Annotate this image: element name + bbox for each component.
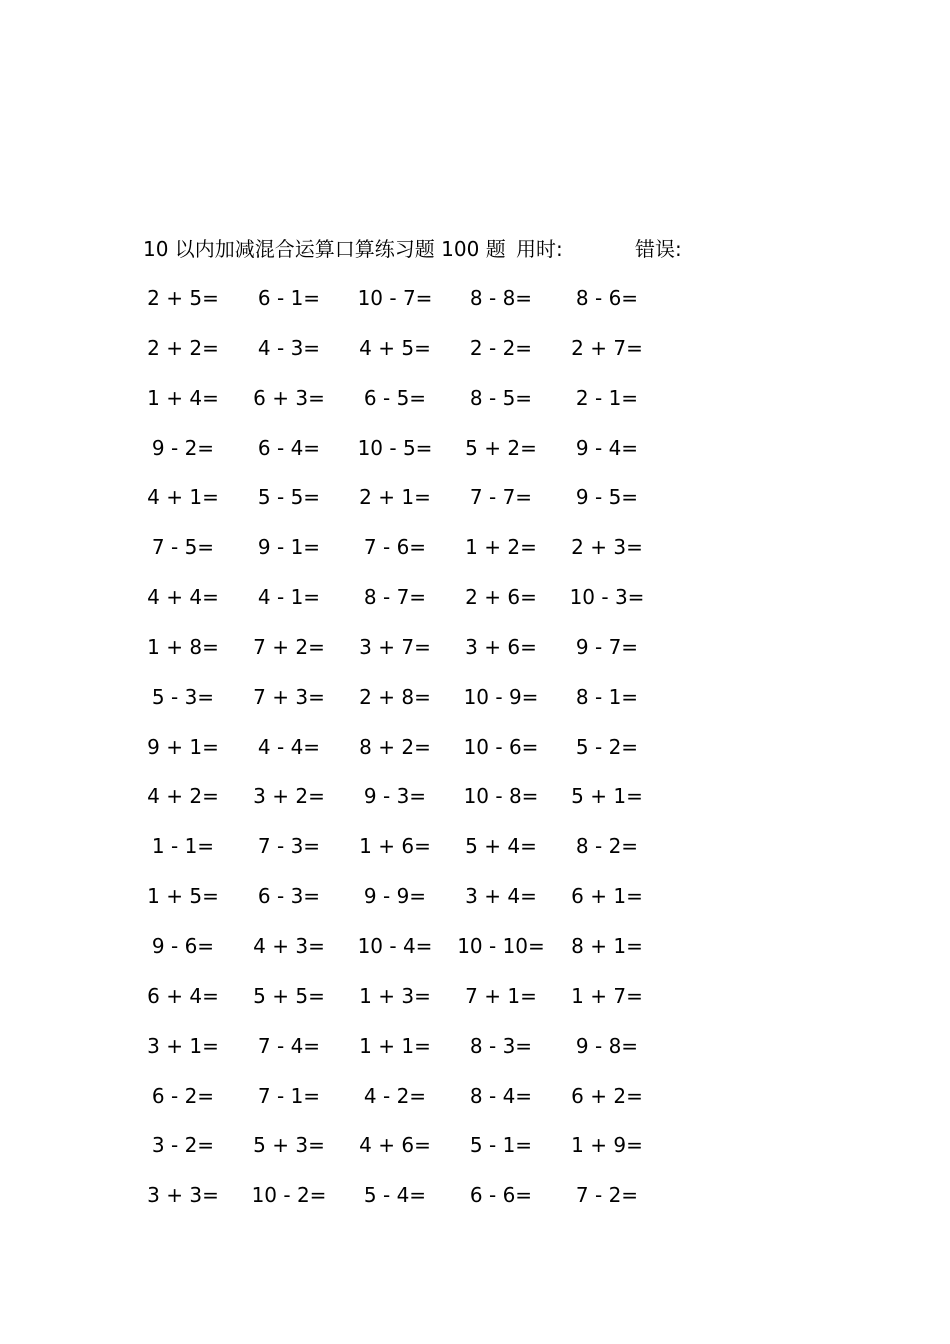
problem-item: 9 - 4= [575,435,639,460]
problem-item: 7 + 2= [253,634,325,659]
problem-item: 10 - 9= [463,684,539,709]
problem-row [0,1030,950,1080]
problem-item: 1 + 6= [359,834,431,859]
problem-item: 3 + 2= [253,784,325,809]
problem-item: 8 - 3= [469,1033,533,1058]
problem-item: 1 + 8= [147,634,219,659]
problem-row [0,581,950,631]
problem-item: 1 + 9= [571,1133,643,1158]
problem-item: 7 - 1= [257,1083,321,1108]
problem-item: 6 + 2= [571,1083,643,1108]
problem-item: 4 + 4= [147,585,219,610]
problem-item: 1 + 1= [359,1033,431,1058]
time-label: 用时: [516,237,563,261]
problem-item: 8 - 4= [469,1083,533,1108]
problem-item: 8 - 6= [575,286,639,310]
problem-item: 1 + 7= [571,983,643,1008]
problem-item: 8 + 1= [571,933,643,958]
problem-item: 4 + 1= [147,485,219,510]
problem-item: 9 - 8= [575,1033,639,1058]
problem-item: 4 - 2= [363,1083,427,1108]
problem-item: 8 + 2= [359,734,431,759]
problem-item: 1 + 5= [147,884,219,909]
problem-item: 3 + 6= [465,634,537,659]
problem-item: 1 - 1= [151,834,215,859]
problem-row [0,880,950,930]
problem-item: 9 - 7= [575,634,639,659]
problem-item: 2 + 3= [571,535,643,560]
problem-item: 2 - 1= [575,385,639,410]
problem-row [0,1179,950,1229]
problem-item: 3 - 2= [151,1133,215,1158]
problem-row [0,681,950,731]
problem-item: 6 + 4= [147,983,219,1008]
error-label: 错误: [635,237,682,261]
problem-item: 1 + 3= [359,983,431,1008]
worksheet-title: 10 以内加减混合运算口算练习题 100 题 [143,237,506,261]
problem-item: 7 - 4= [257,1033,321,1058]
problem-item: 2 + 2= [147,335,219,360]
problem-item: 9 - 2= [151,435,215,460]
problem-item: 3 + 1= [147,1033,219,1058]
problem-item: 5 + 5= [253,983,325,1008]
problem-item: 9 - 6= [151,933,215,958]
problem-item: 3 + 7= [359,634,431,659]
problem-item: 3 + 4= [465,884,537,909]
problem-item: 7 + 3= [253,684,325,709]
problem-item: 7 - 6= [363,535,427,560]
problem-item: 4 - 1= [257,585,321,610]
problem-row [0,282,950,332]
problem-item: 7 - 2= [575,1183,639,1208]
problem-item: 8 - 7= [363,585,427,610]
problem-item: 6 - 3= [257,884,321,909]
problem-item: 1 + 2= [465,535,537,560]
problem-item: 5 - 3= [151,684,215,709]
problem-row [0,481,950,531]
problem-item: 10 - 8= [463,784,539,809]
problem-item: 9 - 3= [363,784,427,809]
problem-item: 9 - 5= [575,485,639,510]
problem-item: 2 + 5= [147,286,219,310]
problem-item: 10 - 10= [457,933,545,958]
problem-row [0,980,950,1030]
problem-item: 4 - 3= [257,335,321,360]
worksheet-header [143,234,682,264]
problem-item: 2 + 1= [359,485,431,510]
problem-row [0,731,950,781]
problem-item: 8 - 1= [575,684,639,709]
problem-row [0,1080,950,1130]
problem-item: 5 + 2= [465,435,537,460]
problem-row [0,332,950,382]
problem-item: 6 - 4= [257,435,321,460]
problem-item: 9 - 1= [257,535,321,560]
problem-item: 8 - 8= [469,286,533,310]
problem-item: 2 + 8= [359,684,431,709]
problem-item: 6 + 3= [253,385,325,410]
problem-item: 10 - 6= [463,734,539,759]
problem-item: 4 - 4= [257,734,321,759]
problem-row [0,1129,950,1179]
problem-item: 9 - 9= [363,884,427,909]
problem-item: 10 - 3= [569,585,645,610]
problem-item: 8 - 5= [469,385,533,410]
problem-item: 5 - 1= [469,1133,533,1158]
problem-item: 8 - 2= [575,834,639,859]
problem-row [0,930,950,980]
problem-item: 10 - 5= [357,435,433,460]
problem-item: 3 + 3= [147,1183,219,1208]
problem-item: 7 - 3= [257,834,321,859]
problem-item: 6 - 6= [469,1183,533,1208]
problem-item: 1 + 4= [147,385,219,410]
problem-row [0,631,950,681]
problem-item: 6 - 1= [257,286,321,310]
problem-item: 6 + 1= [571,884,643,909]
problem-item: 7 + 1= [465,983,537,1008]
problem-item: 2 + 6= [465,585,537,610]
problem-item: 5 + 1= [571,784,643,809]
problem-item: 5 - 5= [257,485,321,510]
problem-item: 6 - 2= [151,1083,215,1108]
problem-row [0,382,950,432]
problem-item: 7 - 7= [469,485,533,510]
problem-item: 4 + 2= [147,784,219,809]
problem-item: 4 + 3= [253,933,325,958]
problem-row [0,780,950,830]
problem-grid [0,282,950,1229]
problem-item: 4 + 6= [359,1133,431,1158]
problem-item: 10 - 7= [357,286,433,310]
problem-item: 6 - 5= [363,385,427,410]
problem-row [0,830,950,880]
problem-item: 5 + 4= [465,834,537,859]
problem-item: 5 - 2= [575,734,639,759]
problem-item: 9 + 1= [147,734,219,759]
problem-item: 7 - 5= [151,535,215,560]
problem-item: 10 - 4= [357,933,433,958]
problem-item: 5 - 4= [363,1183,427,1208]
problem-item: 2 + 7= [571,335,643,360]
problem-item: 5 + 3= [253,1133,325,1158]
problem-item: 4 + 5= [359,335,431,360]
problem-item: 10 - 2= [251,1183,327,1208]
problem-row [0,531,950,581]
problem-item: 2 - 2= [469,335,533,360]
problem-row [0,432,950,482]
